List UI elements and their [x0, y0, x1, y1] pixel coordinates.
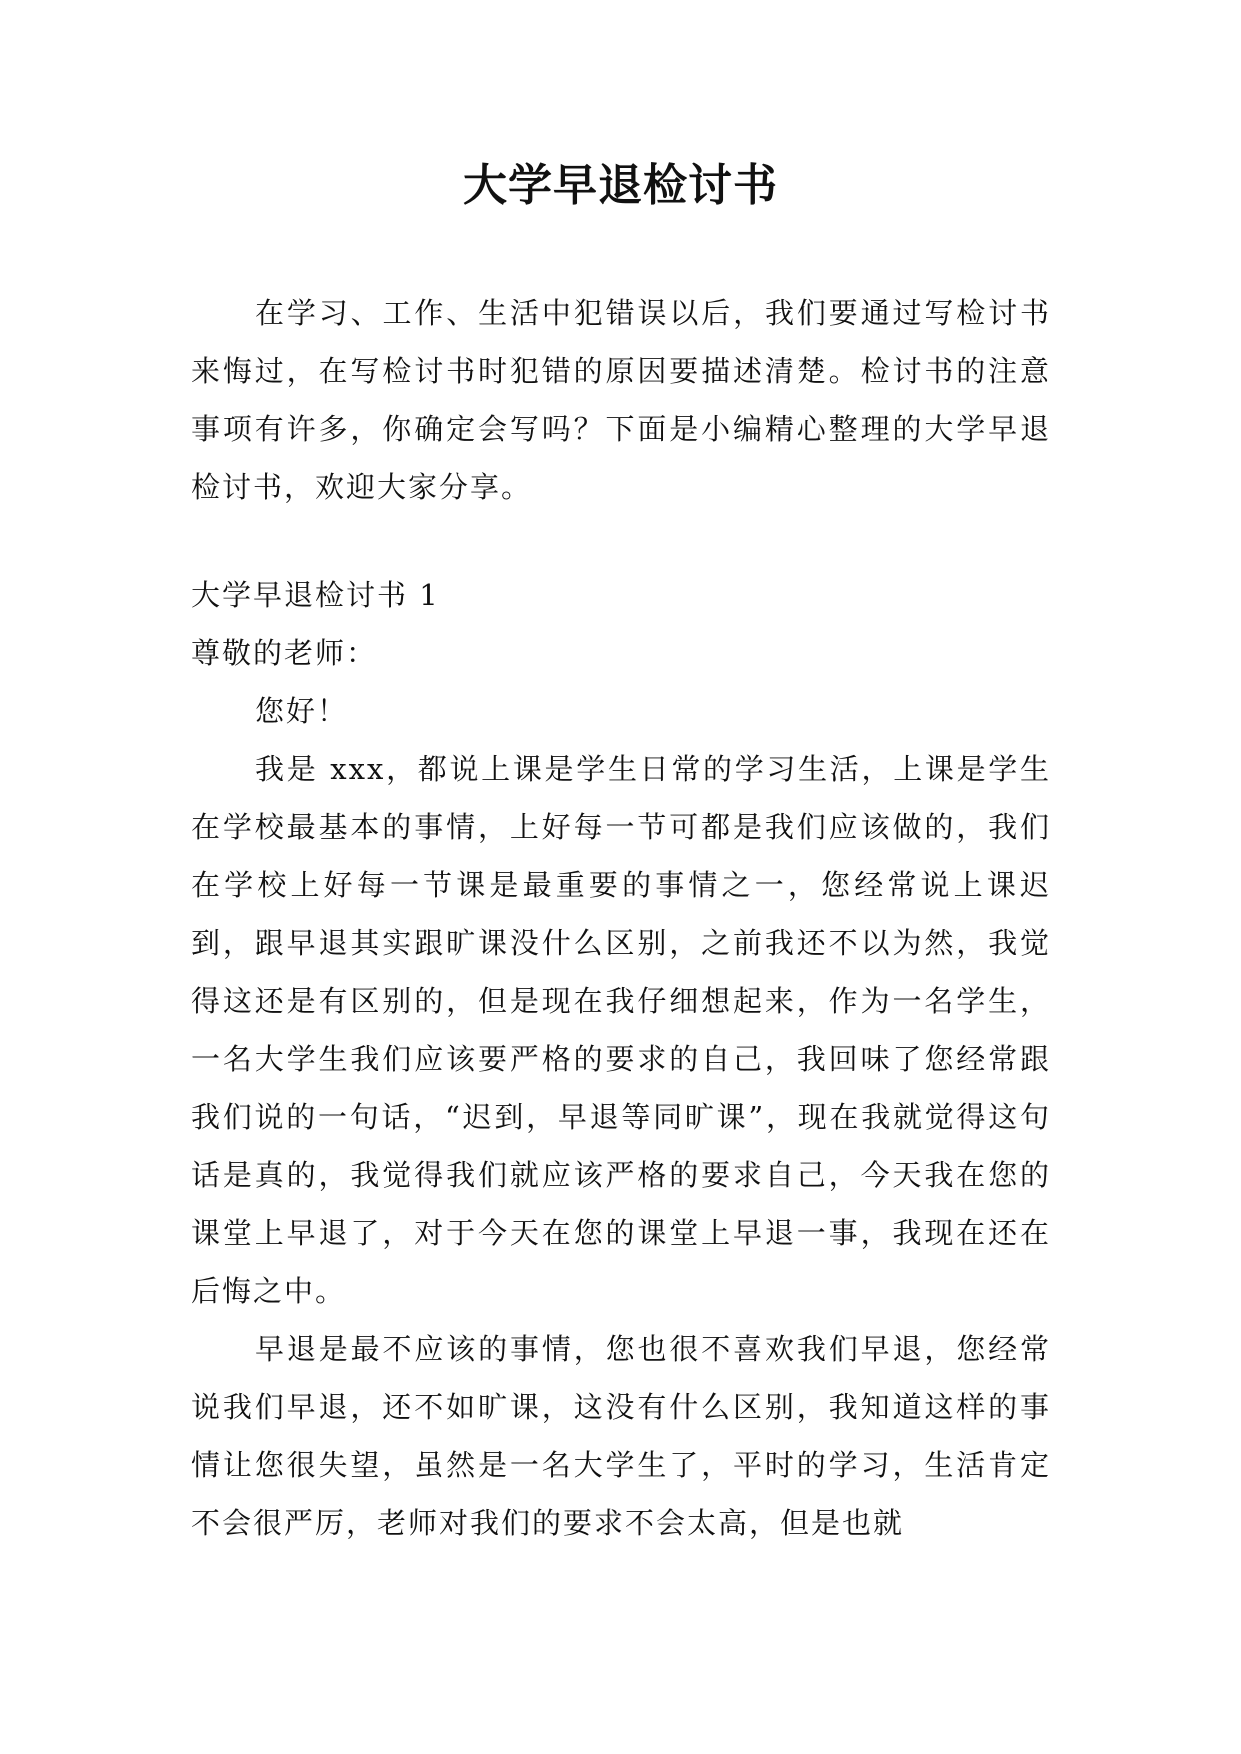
- section-heading: 大学早退检讨书 1: [191, 578, 440, 612]
- greeting: 您好！: [255, 694, 349, 728]
- document-body: [191, 284, 1051, 1552]
- salutation: 尊敬的老师：: [191, 636, 378, 670]
- body-paragraph-1: 我是 xxx，都说上课是学生日常的学习生活，上课是学生在学校最基本的事情，上好每一节可都是我们应该做的，我们在学校上好每一节课是最重要的事情之一，您经常说上课迟到，跟早退其实跟旷课没什么区别，之前我还不以为然，我觉得这还是有区别的，但是现在我仔细想起来，作为一名学生，一名大学生我们应该要严格的要求的自己，我回味了您经常跟我们说的一句话，“迟到，早退等同旷课”，现在我就觉得这句话是真的，我觉得我们就应该严格的要求自己，今天我在您的课堂上早退了，对于今天在您的课堂上早退一事，我现在还在后悔之中。: [191, 752, 1051, 1308]
- section-gap: [191, 516, 1051, 566]
- body-paragraph-2: 早退是最不应该的事情，您也很不喜欢我们早退，您经常说我们早退，还不如旷课，这没有什么区别，我知道这样的事情让您很失望，虽然是一名大学生了，平时的学习，生活肯定不会很严厉，老师对我们的要求不会太高，但是也就: [191, 1332, 1051, 1540]
- intro-paragraph: 在学习、工作、生活中犯错误以后，我们要通过写检讨书来悔过，在写检讨书时犯错的原因要描述清楚。检讨书的注意事项有许多，你确定会写吗？下面是小编精心整理的大学早退检讨书，欢迎大家分享。: [191, 296, 1051, 504]
- document-title: 大学早退检讨书: [463, 160, 778, 211]
